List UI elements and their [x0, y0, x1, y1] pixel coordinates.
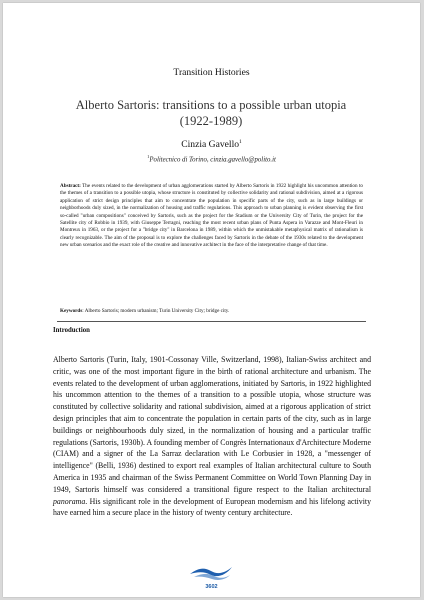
title-line-1: Alberto Sartoris: transitions to a possible urban utopia	[75, 98, 347, 112]
affiliation-superscript: 1	[147, 154, 150, 159]
title-line-2: (1922-1989)	[179, 114, 243, 128]
author-superscript: 1	[239, 139, 242, 145]
intro-text-italic: panorama	[53, 496, 86, 506]
abstract-text: The events related to the development of urban agglomerations started by Alberto Sartoris in 1922 highlight his uncommon attention to the themes of a transition to a possible utopia, whose structure is constituted by collective solidarity and rational subdivision, aimed at a rigorous application of strict design principles that aim to concentrate the population in specific parts of the city, such as in large buildings or neighborhoods duly sized, in the normalization of housing and traffic regulations. This approach to urban planning is evident observing the first so-called "urban compositions" conceived by Sartoris, such as the project for the Stadium or the University City of Turin, the project for the Satellite city of Robbio in 1939, with Giuseppe Terragni, reaching the most recent urban plans of Punta Aspera in Varazze and Mont-Fleuri in Montreux in 1963, or the project for a "bridge city" in Barcelona in 1989, within which the unmistakable metaphysical matrix of rationalism is clearly recognizable. The aim of the proposal is to explore the challenges faced by Sartoris in the debate of the 1930s related to the development new urban scenarios and the exact role of the creative and innovative architect in the face of the interpretative change of that time.	[60, 183, 363, 249]
keywords-text: : Alberto Sartoris; modern urbanism; Turin University City; bridge city.	[82, 308, 230, 314]
intro-text-main: Alberto Sartoris (Turin, Italy, 1901-Cossonay Ville, Switzerland, 1998), Italian-Swiss architect and critic, was one of the most important figure in the birth of rational architecture and urbanism. The events related to the development of urban agglomerations, initiated by Sartoris, in 1922 highlighted his uncommon attention to the themes of a transition to a possible utopia, whose structure was constituted by collective solidarity and rational subdivision, aimed at a rigorous application of strict design principles that aim to concentrate the population in certain parts of the city, such as in large buildings or neighbourhoods duly sized, in the normalization of housing and a particular traffic regulations (Sartoris, 1930b). A founding member of Congrès Internationaux d'Architecture Moderne (CIAM) and a signer of the La Sarraz declaration with Le Corbusier in 1928, a "messenger of intelligence" (Belli, 1936) destined to export real examples of Italian architectural culture to South America in 1935 and chairman of the Swiss Permanent Committee on World Town Planning Day in 1949, Sartoris himself was considered a transitional figure respect to the Italian architectural	[53, 355, 371, 494]
intro-text-end: . His significant role in the development of European modernism and his lifelong activity have earned him a secure place in the history of twenty century architecture.	[53, 496, 371, 518]
paper-page	[3, 3, 420, 597]
intro-paragraph	[53, 354, 371, 519]
keywords	[60, 308, 363, 315]
keywords-label: Keywords	[60, 308, 83, 314]
affiliation	[3, 154, 420, 163]
affiliation-text: Politecnico di Torino, cinzia.gavello@polito.it	[149, 156, 276, 164]
conference-logo-icon	[188, 559, 234, 581]
section-title: Transition Histories	[173, 67, 250, 78]
section-divider	[57, 321, 366, 322]
author-name	[3, 139, 420, 150]
page-number: 3602	[205, 584, 218, 590]
author-text: Cinzia Gavello	[181, 139, 240, 151]
paper-title	[43, 97, 379, 129]
abstract	[60, 183, 363, 250]
abstract-label: Abstract:	[60, 183, 81, 189]
intro-heading: Introduction	[53, 327, 90, 334]
